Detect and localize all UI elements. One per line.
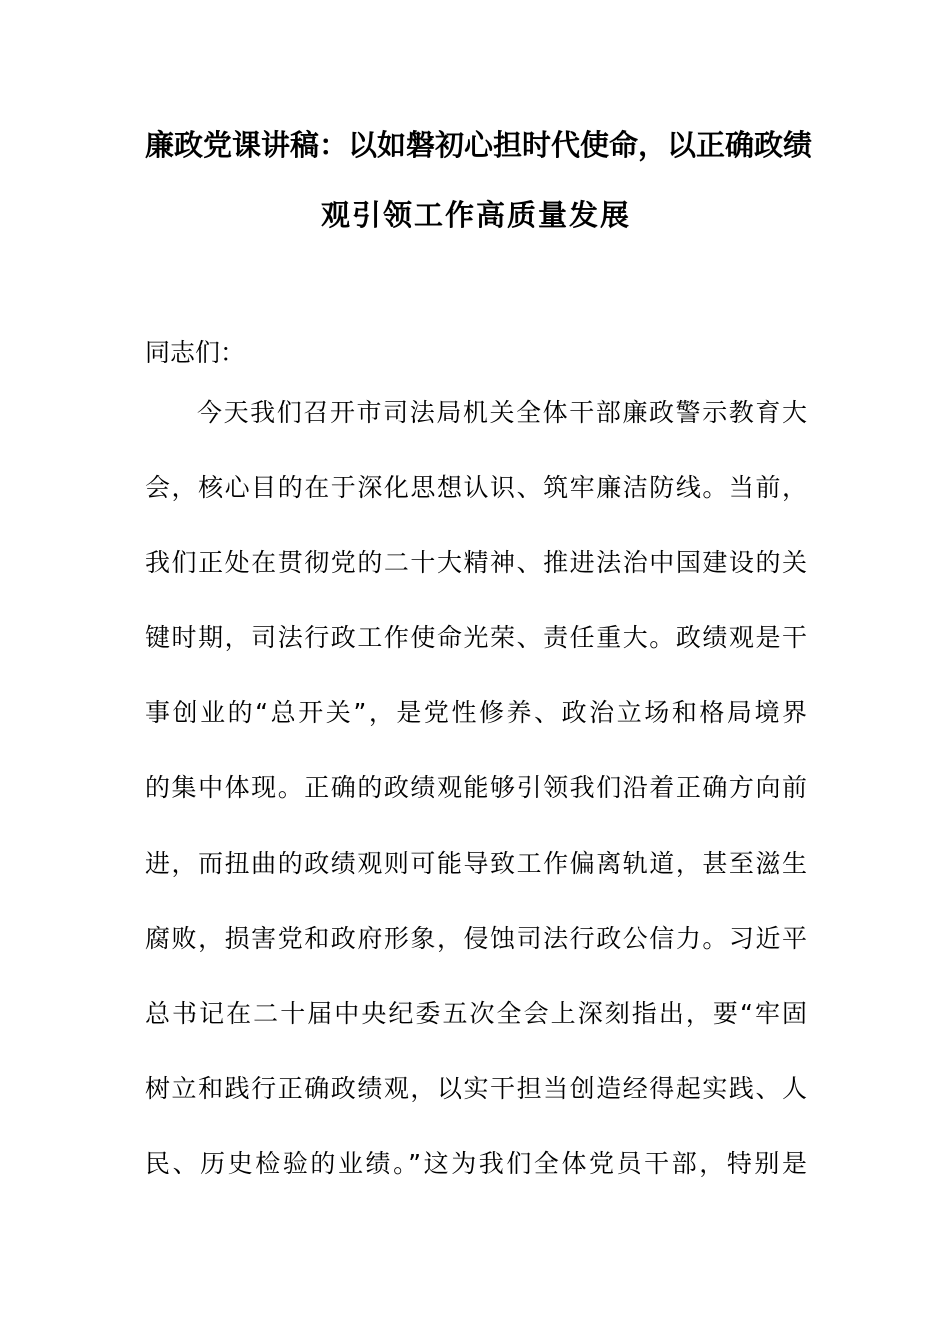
body-paragraph bbox=[145, 393, 807, 1219]
text-line: 总书记在二十届中央纪委五次全会上深刻指出，要“牢固 bbox=[145, 998, 807, 1028]
text-line: 我们正处在贯彻党的二十大精神、推进法治中国建设的关 bbox=[145, 548, 807, 578]
text-line: 键时期，司法行政工作使命光荣、责任重大。政绩观是干 bbox=[145, 623, 807, 653]
text-line: 树立和践行正确政绩观，以实干担当创造经得起实践、人 bbox=[145, 1073, 807, 1103]
text-line: 腐败，损害党和政府形象，侵蚀司法行政公信力。习近平 bbox=[145, 923, 807, 953]
document-title-line-1: 廉政党课讲稿：以如磐初心担时代使命，以正确政绩 bbox=[145, 128, 813, 162]
text-line: 会，核心目的在于深化思想认识、筑牢廉洁防线。当前， bbox=[145, 473, 807, 503]
text-line: 进，而扭曲的政绩观则可能导致工作偏离轨道，甚至滋生 bbox=[145, 848, 807, 878]
text-line: 事创业的“总开关”，是党性修养、政治立场和格局境界 bbox=[145, 698, 807, 728]
text-line: 今天我们召开市司法局机关全体干部廉政警示教育大 bbox=[197, 398, 807, 427]
document-title-line-2: 观引领工作高质量发展 bbox=[320, 198, 631, 232]
salutation: 同志们： bbox=[145, 338, 246, 367]
text-line: 的集中体现。正确的政绩观能够引领我们沿着正确方向前 bbox=[145, 773, 807, 803]
text-line: 民、历史检验的业绩。”这为我们全体党员干部，特别是 bbox=[145, 1148, 807, 1178]
